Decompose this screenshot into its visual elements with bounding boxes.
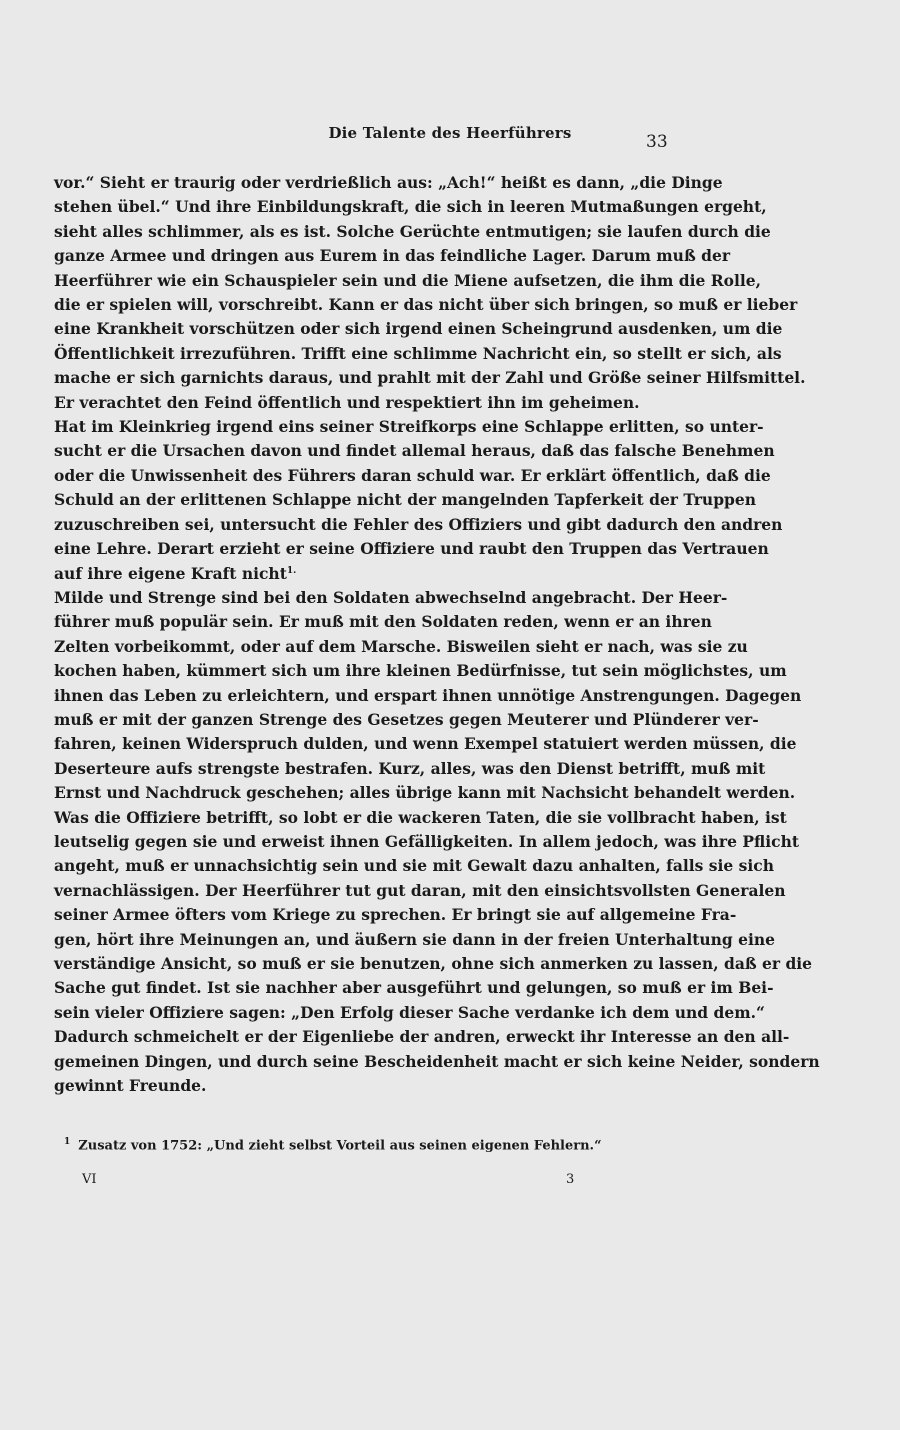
text-line: Heerführer wie ein Schauspieler sein und die Miene aufsetzen, die ihm die Rolle,: [54, 270, 762, 290]
text-line: eine Krankheit vorschützen oder sich irgend einen Scheingrund ausdenken, um die: [54, 319, 783, 339]
text-line: sieht alles schlimmer, als es ist. Solche Gerüchte entmutigen; sie laufen durch die: [54, 221, 771, 241]
text-line: eine Lehre. Derart erzieht er seine Offiziere und raubt den Truppen das Vertrauen: [54, 539, 769, 559]
printer-signature-sheet: 3: [566, 1172, 575, 1187]
text-line: gewinnt Freunde.: [54, 1076, 207, 1096]
text-line: Dadurch schmeichelt er der Eigenliebe der andren, erweckt ihr Interesse an den all-: [54, 1027, 790, 1047]
text-line: oder die Unwissenheit des Führers daran schuld war. Er erklärt öffentlich, daß die: [54, 465, 771, 485]
text-line-with-footnote: [54, 562, 668, 586]
text-fragment: auf ihre eigene Kraft nicht: [54, 563, 287, 583]
text-line: zuzuschreiben sei, untersucht die Fehler des Offiziers und gibt dadurch den andren: [54, 514, 783, 534]
body-text: [54, 171, 820, 1098]
footnote-text: Zusatz von 1752: „Und zieht selbst Vorteil aus seinen eigenen Fehlern.“: [78, 1138, 602, 1154]
text-line: angeht, muß er unnachsichtig sein und sie mit Gewalt dazu anhalten, falls sie sich: [54, 856, 774, 876]
text-line: gemeinen Dingen, und durch seine Bescheidenheit macht er sich keine Neider, sondern: [54, 1051, 820, 1071]
text-line: Deserteure aufs strengste bestrafen. Kurz, alles, was den Dienst betrifft, muß mit: [54, 758, 766, 778]
text-line: sucht er die Ursachen davon und findet allemal heraus, daß das falsche Benehmen: [54, 441, 775, 461]
footnote-marker: 1: [64, 1137, 71, 1147]
text-line: Zelten vorbeikommt, oder auf dem Marsche. Bisweilen sieht er nach, was sie zu: [54, 636, 748, 656]
text-line: kochen haben, kümmert sich um ihre kleinen Bedürfnisse, tut sein möglichstes, um: [54, 661, 787, 681]
text-line: Schuld an der erlittenen Schlappe nicht der mangelnden Tapferkeit der Truppen: [54, 490, 757, 510]
text-line: gen, hört ihre Meinungen an, und äußern sie dann in der freien Unterhaltung eine: [54, 929, 776, 949]
text-line: vernachlässigen. Der Heerführer tut gut daran, mit den einsichtsvollsten Generalen: [54, 880, 786, 900]
footnote: [64, 1137, 602, 1153]
footnote-reference: 1.: [286, 565, 297, 576]
text-line: seiner Armee öfters vom Kriege zu sprechen. Er bringt sie auf allgemeine Fra-: [54, 905, 737, 925]
text-line: mache er sich garnichts daraus, und prahlt mit der Zahl und Größe seiner Hilfsmittel.: [54, 368, 806, 388]
text-line: Ernst und Nachdruck geschehen; alles übrige kann mit Nachsicht behandelt werden.: [54, 783, 796, 803]
page-number: 33: [646, 132, 668, 152]
text-line: Er verachtet den Feind öffentlich und respektiert ihn im geheimen.: [54, 392, 640, 412]
text-line: ganze Armee und dringen aus Eurem in das feindliche Lager. Darum muß der: [54, 246, 730, 266]
text-line: stehen übel.“ Und ihre Einbildungskraft, die sich in leeren Mutmaßungen ergeht,: [54, 197, 767, 217]
text-line: führer muß populär sein. Er muß mit den Soldaten reden, wenn er an ihren: [54, 612, 712, 632]
text-line: vor.“ Sieht er traurig oder verdrießlich aus: „Ach!“ heißt es dann, „die Dinge: [54, 173, 723, 192]
text-line: die er spielen will, vorschreibt. Kann er das nicht über sich bringen, so muß er lieber: [54, 295, 798, 315]
text-line: Was die Offiziere betrifft, so lobt er die wackeren Taten, die sie vollbracht haben, ist: [54, 807, 787, 827]
text-line: leutselig gegen sie und erweist ihnen Gefälligkeiten. In allem jedoch, was ihre Pflicht: [54, 831, 800, 851]
text-line: sein vieler Offiziere sagen: „Den Erfolg dieser Sache verdanke ich dem und dem.“: [54, 1002, 765, 1022]
running-title: Die Talente des Heerführers: [328, 124, 572, 142]
text-line: verständige Ansicht, so muß er sie benutzen, ohne sich anmerken zu lassen, daß er die: [54, 954, 813, 973]
text-line: muß er mit der ganzen Strenge des Gesetzes gegen Meuterer und Plünderer ver-: [54, 709, 759, 729]
text-line: Hat im Kleinkrieg irgend eins seiner Streifkorps eine Schlappe erlitten, so unter-: [54, 417, 764, 437]
printer-signature-volume: VI: [82, 1172, 97, 1187]
text-line: Milde und Strenge sind bei den Soldaten abwechselnd angebracht. Der Heer-: [54, 587, 728, 607]
text-line: Sache gut findet. Ist sie nachher aber ausgeführt und gelungen, so muß er im Bei-: [54, 978, 774, 998]
text-line: ihnen das Leben zu erleichtern, und erspart ihnen unnötige Anstrengungen. Dagegen: [54, 685, 802, 705]
text-line: fahren, keinen Widerspruch dulden, und wenn Exempel statuiert werden müssen, die: [54, 734, 797, 754]
text-line: Öffentlichkeit irrezuführen. Trifft eine schlimme Nachricht ein, so stellt er sich, als: [54, 343, 782, 363]
